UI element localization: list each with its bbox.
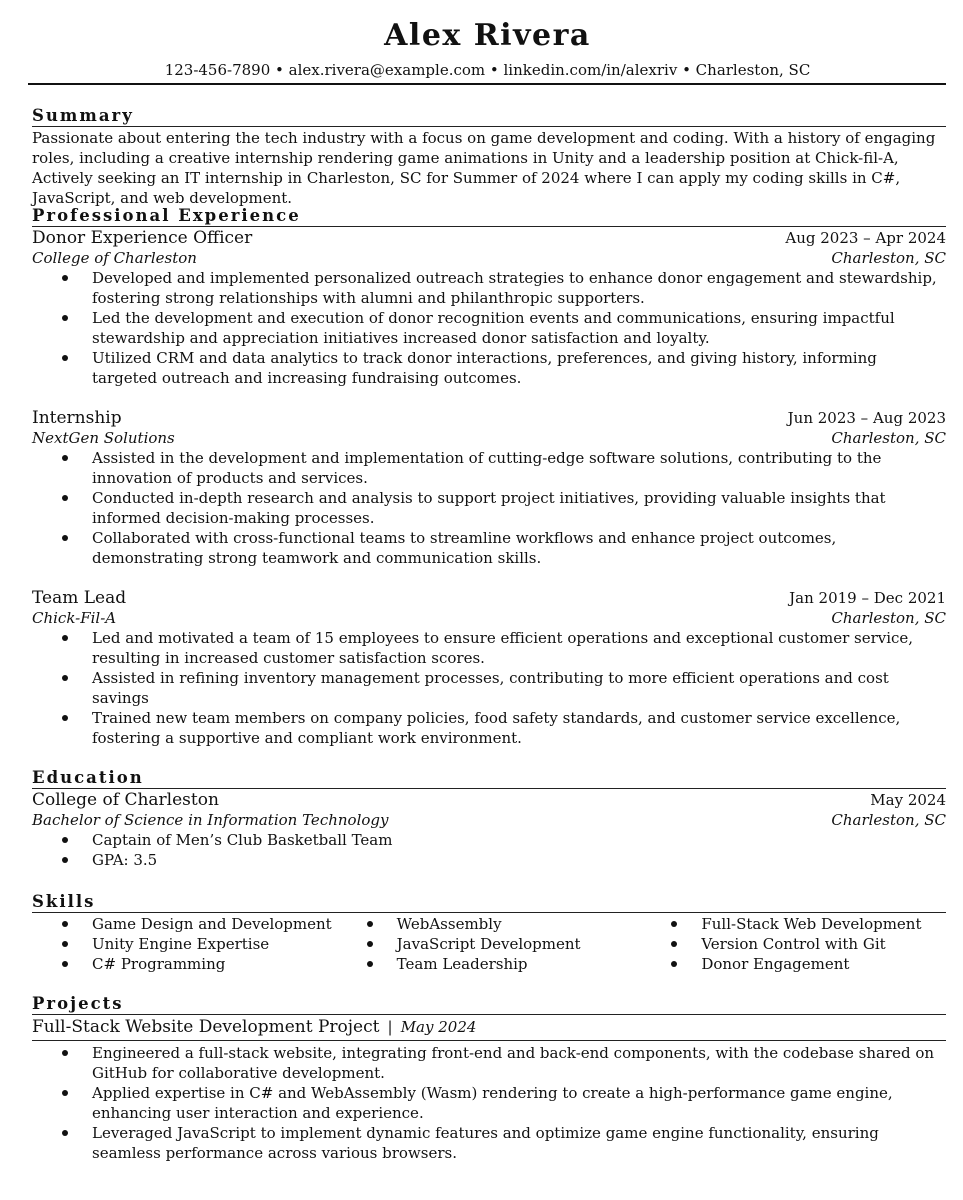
bullet-item: Assisted in refining inventory management processes, contributing to more efficient operations and cost savings (32, 668, 946, 708)
education-heading: Education (32, 768, 946, 789)
skill-item: JavaScript Development (337, 934, 642, 954)
job-organization: Chick-Fil-A (32, 609, 117, 627)
bullet-item: Trained new team members on company policies, food safety standards, and customer service excellence, fostering a supportive and compliant work environment. (32, 708, 946, 748)
job-bullets (32, 628, 946, 748)
bullet-item: Developed and implemented personalized outreach strategies to enhance donor engagement and stewardship, fostering strong relationships with alumni and philanthropic supporters. (32, 268, 946, 308)
skill-item: Game Design and Development (32, 914, 337, 934)
project-date: May 2024 (400, 1018, 477, 1036)
experience-heading: Professional Experience (32, 206, 946, 227)
projects-section (32, 994, 946, 1163)
skill-item: C# Programming (32, 954, 337, 974)
job-location: Charleston, SC (831, 429, 946, 447)
job-team-lead (32, 588, 946, 748)
skills-column (337, 914, 642, 974)
job-dates: Jan 2019 – Dec 2021 (789, 589, 946, 607)
skill-item: Full-Stack Web Development (641, 914, 946, 934)
bullet-item: Applied expertise in C# and WebAssembly (Wasm) rendering to create a high-performance game engine, enhancing user interaction and experience. (32, 1083, 946, 1123)
job-internship (32, 408, 946, 568)
job-organization: NextGen Solutions (32, 429, 175, 447)
skills-section (32, 892, 946, 974)
degree: Bachelor of Science in Information Technology (32, 811, 389, 829)
candidate-name: Alex Rivera (384, 18, 591, 53)
summary-heading: Summary (32, 106, 946, 127)
skills-heading: Skills (32, 892, 946, 913)
education-bullets (32, 830, 946, 870)
graduation-date: May 2024 (870, 791, 946, 809)
job-bullets (32, 448, 946, 568)
projects-heading: Projects (32, 994, 946, 1015)
project-bullets (32, 1043, 946, 1163)
header-divider (28, 83, 946, 85)
job-donor-experience-officer (32, 228, 946, 388)
project-title: Full-Stack Website Development Project (32, 1017, 380, 1037)
job-dates: Aug 2023 – Apr 2024 (785, 229, 946, 247)
bullet-item: Assisted in the development and implementation of cutting-edge software solutions, contributing to the innovation of products and services. (32, 448, 946, 488)
bullet-item: GPA: 3.5 (32, 850, 946, 870)
bullet-item: Conducted in-depth research and analysis to support project initiatives, providing valuable insights that informed decision-making processes. (32, 488, 946, 528)
job-organization: College of Charleston (32, 249, 197, 267)
project-separator: | (387, 1018, 393, 1036)
skill-item: Unity Engine Expertise (32, 934, 337, 954)
skills-column (32, 914, 337, 974)
skill-item: WebAssembly (337, 914, 642, 934)
job-title: Team Lead (32, 588, 127, 608)
bullet-item: Led and motivated a team of 15 employees to ensure efficient operations and exceptional customer service, resulting in increased customer satisfaction scores. (32, 628, 946, 668)
summary-section (32, 106, 946, 208)
job-location: Charleston, SC (831, 249, 946, 267)
job-dates: Jun 2023 – Aug 2023 (787, 409, 946, 427)
education-section (32, 768, 946, 870)
experience-section (32, 206, 946, 748)
bullet-item: Leveraged JavaScript to implement dynamic features and optimize game engine functionality, ensuring seamless performance across various browsers. (32, 1123, 946, 1163)
job-location: Charleston, SC (831, 609, 946, 627)
skills-grid (32, 914, 946, 974)
bullet-item: Utilized CRM and data analytics to track donor interactions, preferences, and giving history, informing targeted outreach and increasing fundraising outcomes. (32, 348, 946, 388)
bullet-item: Captain of Men’s Club Basketball Team (32, 830, 946, 850)
school-location: Charleston, SC (831, 811, 946, 829)
skill-item: Donor Engagement (641, 954, 946, 974)
bullet-item: Engineered a full-stack website, integrating front-end and back-end components, with the codebase shared on GitHub for collaborative development. (32, 1043, 946, 1083)
skills-column (641, 914, 946, 974)
skill-item: Version Control with Git (641, 934, 946, 954)
skill-item: Team Leadership (337, 954, 642, 974)
contact-line: 123-456-7890 • alex.rivera@example.com • linkedin.com/in/alexriv • Charleston, SC (164, 61, 811, 79)
school-name: College of Charleston (32, 790, 219, 810)
summary-text: Passionate about entering the tech industry with a focus on game development and coding. With a history of engaging roles, including a creative internship rendering game animations in Unity and a leadership position at Chick-fil-A, Actively seeking an IT internship in Charleston, SC for Summer of 2024 where I can apply my coding skills in C#, JavaScript, and web development. (32, 129, 936, 207)
project-header (32, 1016, 946, 1041)
bullet-item: Led the development and execution of donor recognition events and communications, ensuring impactful stewardship and appreciation initiatives increased donor satisfaction and loyalty. (32, 308, 946, 348)
job-bullets (32, 268, 946, 388)
job-title: Donor Experience Officer (32, 228, 253, 248)
job-title: Internship (32, 408, 122, 428)
bullet-item: Collaborated with cross-functional teams to streamline workflows and enhance project outcomes, demonstrating strong teamwork and communication skills. (32, 528, 946, 568)
